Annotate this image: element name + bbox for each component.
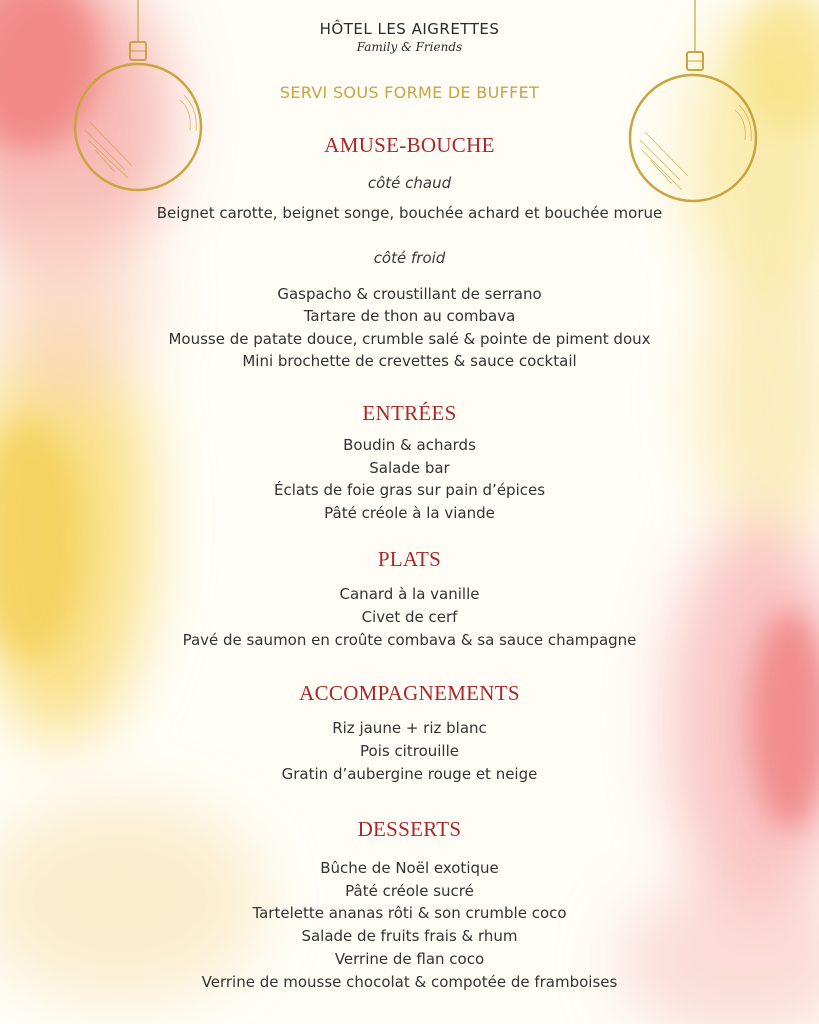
menu-item: Éclats de foie gras sur pain d’épices [273, 481, 546, 499]
menu-item: Canard à la vanille [339, 585, 480, 603]
menu-item: Beignet carotte, beignet songe, bouchée achard et bouchée morue [156, 204, 663, 222]
menu-item: Tartare de thon au combava [303, 307, 516, 325]
menu-item: Pâté créole à la viande [324, 504, 495, 522]
menu-item: Mini brochette de crevettes & sauce cocktail [242, 352, 577, 370]
menu-item: Gaspacho & croustillant de serrano [277, 285, 542, 303]
menu-item: Salade de fruits frais & rhum [301, 927, 518, 945]
menu-item: Pois citrouille [360, 742, 459, 760]
menu-item: Bûche de Noël exotique [320, 859, 499, 877]
section-title-entrees: ENTRÉES [362, 401, 457, 425]
hotel-subtitle: Family & Friends [356, 40, 463, 54]
section-title-plats: PLATS [377, 547, 442, 571]
menu-item: Gratin d’aubergine rouge et neige [281, 765, 538, 783]
menu-item: Verrine de flan coco [334, 950, 485, 968]
hot-side-label: côté chaud [367, 174, 452, 192]
menu-item: Pavé de saumon en croûte combava & sa sauce champagne [182, 631, 637, 649]
menu-item: Pâté créole sucré [345, 882, 474, 900]
cold-side-label: côté froid [373, 249, 446, 267]
menu-item: Salade bar [369, 459, 450, 477]
menu-item: Civet de cerf [361, 608, 458, 626]
menu-item: Riz jaune + riz blanc [332, 719, 487, 737]
menu-item: Tartelette ananas rôti & son crumble coco [252, 904, 567, 922]
service-note: SERVI SOUS FORME DE BUFFET [279, 83, 540, 102]
menu-item: Mousse de patate douce, crumble salé & pointe de piment doux [168, 330, 651, 348]
menu-item: Verrine de mousse chocolat & compotée de framboises [201, 973, 618, 991]
section-title-accompagnements: ACCOMPAGNEMENTS [299, 681, 520, 705]
hotel-name: HÔTEL LES AIGRETTES [319, 20, 500, 38]
section-title-amuse-bouche: AMUSE-BOUCHE [324, 133, 495, 157]
section-title-desserts: DESSERTS [357, 817, 462, 841]
menu-item: Boudin & achards [343, 436, 476, 454]
